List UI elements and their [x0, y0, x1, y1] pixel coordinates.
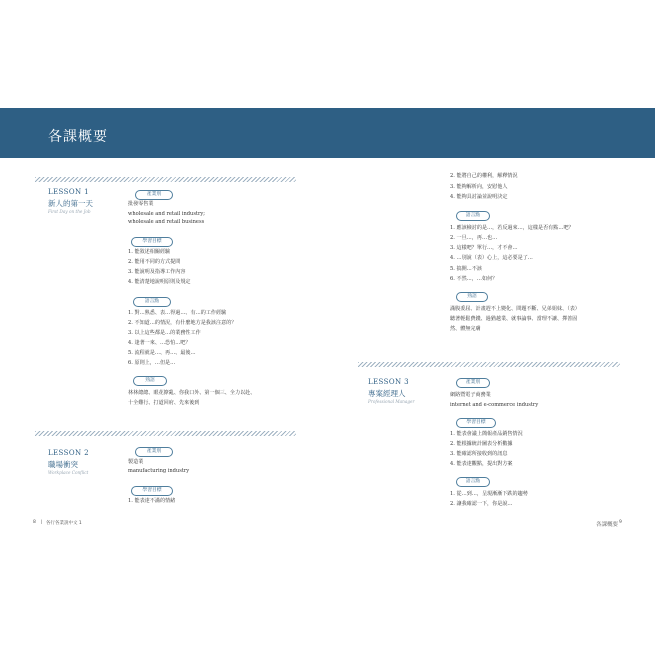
tag-grammar: 語言點 — [456, 477, 490, 487]
industry-line: wholesale and retail business — [128, 219, 205, 225]
goal-item: 2. 能根據統計圖表分析數據 — [450, 441, 513, 447]
goal-item: 3. 能夠解析向，安慰他人 — [450, 184, 508, 190]
tag-industry: 產業別 — [135, 190, 173, 200]
grammar-item: 4. …別說（表）心上，這必要是了… — [450, 255, 533, 261]
grammar-item: 3. 以上這些都是…的業務性工作 — [128, 330, 201, 336]
industry-line: 批發零售業 — [128, 201, 154, 207]
grammar-item: 5. 流程就是…、再…、最後… — [128, 350, 196, 356]
goal-item: 2. 能用不同的方式提問 — [128, 259, 181, 265]
grammar-item: 1. 從…到…，呈現漸漸下跌的趨勢 — [450, 491, 528, 497]
grammar-item: 1. 對…熟悉、表…得過…、有…的工作經驗 — [128, 310, 227, 316]
grammar-item: 4. 逢著一來、…恐怕…吧？ — [128, 340, 191, 346]
goal-item: 1. 能表會議上簡報產品銷售情況 — [450, 431, 523, 437]
tag-industry: 產業別 — [135, 447, 173, 457]
page-number-right: 9 — [619, 520, 622, 525]
grammar-item: 3. 這樣吧？單行…，才不會… — [450, 245, 518, 251]
lesson-subtitle: First Day on the Job — [48, 209, 91, 214]
lesson-name: 專案經理人 — [368, 389, 406, 398]
tag-goals: 學習目標 — [456, 418, 496, 428]
industry-line: 網路暨電子商務業 — [450, 392, 491, 398]
industry-line: internet and e-commerce industry — [450, 402, 539, 408]
page-title: 各課概要 — [48, 129, 108, 145]
lesson-name: 職場衝突 — [48, 460, 78, 469]
tag-industry: 產業別 — [456, 378, 490, 388]
idiom-line: 然、體無完膚 — [450, 326, 481, 332]
grammar-item: 6. 不然…，…如何？ — [450, 276, 498, 282]
footer-section-title: 各課概要 — [596, 522, 619, 528]
tag-grammar: 語言點 — [133, 297, 171, 307]
section-divider — [358, 362, 620, 367]
goal-item: 1. 能表達不滿的情緒 — [128, 498, 176, 504]
idiom-line: 滿腹委屈、計畫趕不上變化、問題不斷、兄弟姐妹、（表） — [450, 306, 580, 312]
footer-book-title: 各行各業說中文 1 — [46, 521, 82, 526]
idiom-line: 林林總總、眼花撩亂、你我口外、第一個三、全力以赴、 — [128, 390, 256, 396]
footer-separator: | — [41, 520, 43, 525]
grammar-item: 2. 讓我確認一下，你是說… — [450, 501, 513, 507]
goal-item: 1. 能敘述相關經驗 — [128, 249, 171, 255]
grammar-item: 5. 搞開…不該 — [450, 266, 482, 272]
lesson-number: LESSON 2 — [48, 449, 89, 457]
goal-item: 4. 能表達觀點，提出對方案 — [450, 461, 513, 467]
idiom-line: 聽著輕鬆費錢、過猶越業、就事論事、當理不讓、擇善固 — [450, 316, 578, 322]
goal-item: 4. 能夠具討論並說明決定 — [450, 194, 508, 200]
goal-item: 2. 能將自己的權利，解釋情況 — [450, 173, 518, 179]
page-number-left: 8 — [33, 520, 36, 525]
grammar-item: 2. 不知道…的情況，有什麼地方是我該注意的？ — [128, 320, 237, 326]
grammar-item: 2. 一旦…，再…也… — [450, 235, 498, 241]
industry-line: 製造業 — [128, 459, 144, 465]
lesson-number: LESSON 1 — [48, 188, 89, 196]
lesson-subtitle: Workplace Conflict — [48, 470, 89, 475]
goal-item: 3. 能確認所接收到的訊息 — [450, 451, 508, 457]
lesson-number: LESSON 3 — [368, 378, 409, 386]
industry-line: manufacturing industry — [128, 468, 190, 474]
tag-goals: 學習目標 — [131, 486, 173, 496]
section-divider — [35, 431, 296, 436]
grammar-item: 1. 應該檢討的是…，若反過來…，這樣是否有點…吧？ — [450, 225, 574, 231]
lesson-subtitle: Professional Manager — [368, 399, 415, 404]
goal-item: 4. 能清楚地說明原則及規定 — [128, 279, 191, 285]
section-divider — [35, 177, 296, 182]
tag-grammar: 語言點 — [456, 211, 490, 221]
goal-item: 3. 能說明及指導工作內容 — [128, 269, 186, 275]
lesson-name: 新人的第一天 — [48, 199, 93, 208]
tag-goals: 學習目標 — [131, 237, 173, 247]
idiom-line: 十全難行、打道回府、先來後到 — [128, 400, 200, 406]
grammar-item: 6. 原則上，…但是… — [128, 360, 176, 366]
tag-idioms: 熟語 — [456, 292, 488, 302]
industry-line: wholesale and retail industry; — [128, 211, 206, 217]
tag-idioms: 熟語 — [133, 376, 167, 386]
